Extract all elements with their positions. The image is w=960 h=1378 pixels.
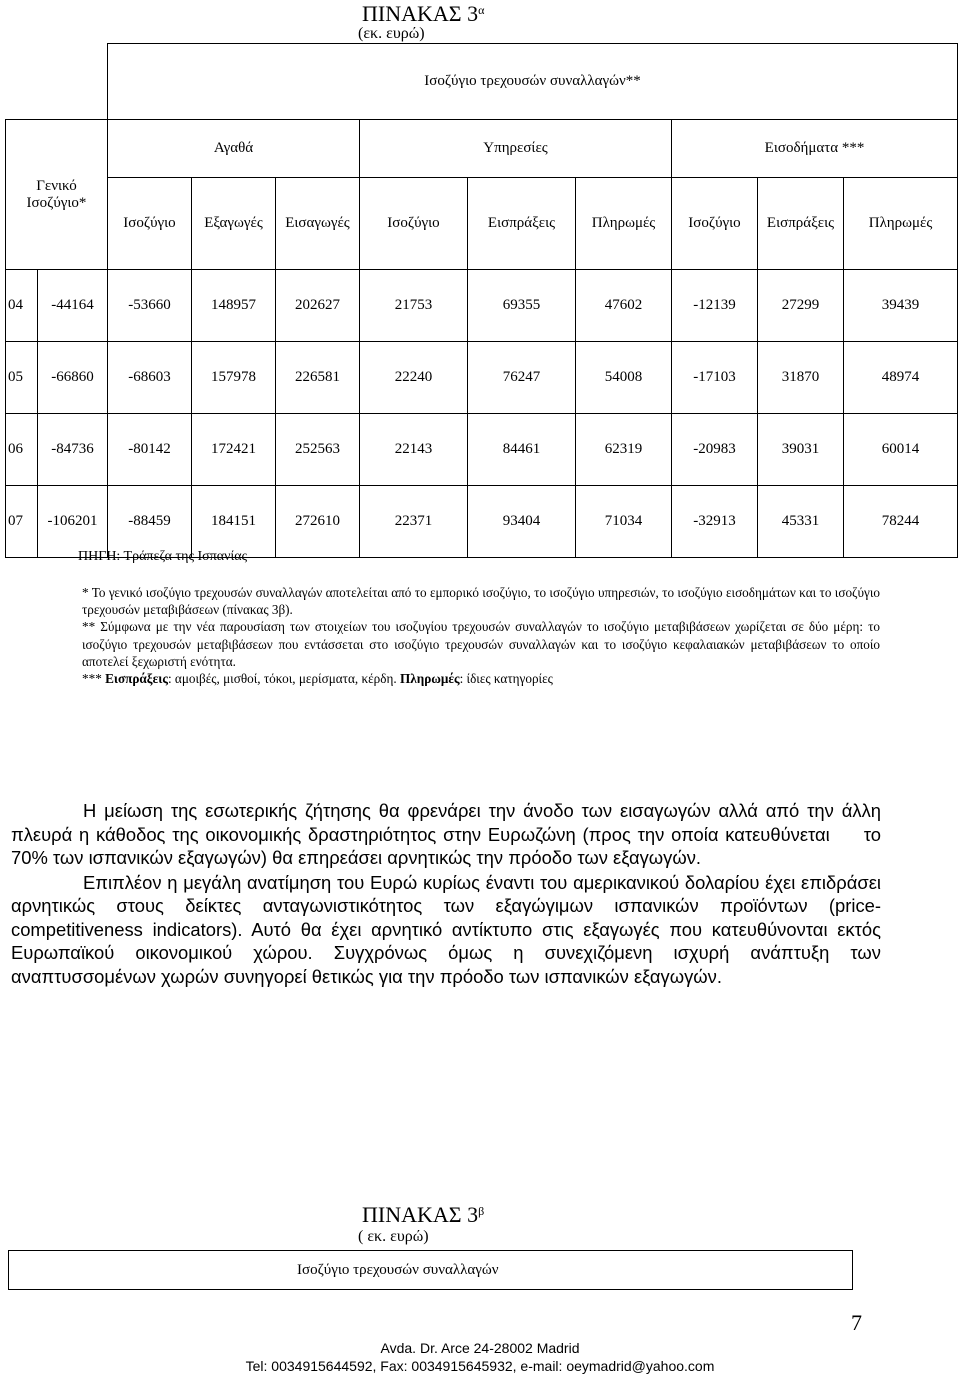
- header-goods: Αγαθά: [108, 120, 360, 178]
- table-source: ΠΗΓΗ: Τράπεζα της Ισπανίας: [78, 549, 248, 564]
- table-cell: 84461: [468, 414, 576, 486]
- table-cell: 148957: [192, 270, 276, 342]
- table-cell: 45331: [758, 486, 844, 558]
- table-cell: 21753: [360, 270, 468, 342]
- table-cell: 226581: [276, 342, 360, 414]
- col-payments-services: Πληρωμές: [576, 178, 672, 270]
- table-cell: -80142: [108, 414, 192, 486]
- table-b-title: ΠΙΝΑΚΑΣ $3^\beta$: [362, 1202, 485, 1227]
- table-cell: 272610: [276, 486, 360, 558]
- col-balance-services: Ισοζύγιο: [360, 178, 468, 270]
- footnote-1: * Το γενικό ισοζύγιο τρεχουσών συναλλαγών αποτελείται από το εμπορικό ισοζύγιο, το ισοζύγιο υπηρεσιών, το ισοζύγιο εισοδημάτων και το ισοζύγιο τρεχουσών μεταβιβάσεων (πίνακας 3β).: [82, 585, 880, 618]
- paragraph-2: Επιπλέον η μεγάλη ανατίμηση του Ευρώ κυρίως έναντι του αμερικανικού δολαρίου έχει επιδράσει αρνητικώς στους δείκτες ανταγωνιστικότητος των εξαγώγιμων ισπανικών προϊόντων (price-competitiveness indicators). Αυτό θα έχει αρνητικό αντίκτυπο στις εξαγωγές που κατευθύνονται εκτός Ευρωπαϊκού οικονομικού χώρου. Συγχρόνως όμως η συνεχιζόμενη ισχυρή ανάπτυξη των αναπτυσσομένων χωρών συνηγορεί θετικώς για την πρόοδο των ισπανικών εξαγωγών.: [11, 871, 881, 987]
- table-cell: 31870: [758, 342, 844, 414]
- header-services: Υπηρεσίες: [360, 120, 672, 178]
- col-imports: Εισαγωγές: [276, 178, 360, 270]
- col-receipts-services: Εισπράξεις: [468, 178, 576, 270]
- header-income: Εισοδήματα ***: [672, 120, 958, 178]
- table-b-title-sup: β: [478, 1204, 485, 1218]
- page-number: 7: [851, 1310, 862, 1335]
- table-b-header: Ισοζύγιο τρεχουσών συναλλαγών: [297, 1262, 499, 1278]
- table-a-title: ΠΙΝΑΚΑΣ $3^\alpha$: [362, 1, 485, 26]
- paragraph-1: Η μείωση της εσωτερικής ζήτησης θα φρενάρει την άνοδο των εισαγωγών αλλά από την άλλη πλευρά η κάθοδος της οικονομικής δραστηριότητος στην Ευρωζώνη (προς την οποία κατευθύνεται το 70% των ισπανικών εξαγωγών) θα επηρεάσει αρνητικώς την πρόοδο των εξαγωγών.: [11, 800, 881, 868]
- table-cell: 39031: [758, 414, 844, 486]
- table-cell: -20983: [672, 414, 758, 486]
- table-3a: [5, 43, 958, 558]
- table-cell: -12139: [672, 270, 758, 342]
- table-cell: 27299: [758, 270, 844, 342]
- footnote-receipts-label: Εισπράξεις: [105, 671, 168, 687]
- table-cell: 69355: [468, 270, 576, 342]
- table-cell: 22371: [360, 486, 468, 558]
- table-cell: -66860: [38, 342, 108, 414]
- table-a-unit: (εκ. ευρώ): [358, 25, 425, 42]
- table-cell: -84736: [38, 414, 108, 486]
- footnote-3: *** Εισπράξεις: αμοιβές, μισθοί, τόκοι, μερίσματα, κέρδη. Πληρωμές: ίδιες κατηγορίες: [82, 671, 553, 687]
- footnote-payments-label: Πληρωμές: [399, 671, 460, 687]
- table-cell: 172421: [192, 414, 276, 486]
- table-cell: 60014: [844, 414, 958, 486]
- table-cell: 22240: [360, 342, 468, 414]
- col-exports: Εξαγωγές: [192, 178, 276, 270]
- table-cell: -53660: [108, 270, 192, 342]
- table-cell: 78244: [844, 486, 958, 558]
- table-cell: 71034: [576, 486, 672, 558]
- footer-address: Avda. Dr. Arce 24-28002 Madrid: [380, 1340, 580, 1356]
- header-general-balance: Γενικό Ισοζύγιο*: [6, 120, 108, 270]
- table-cell: -106201: [38, 486, 108, 558]
- table-cell: 05: [6, 342, 38, 414]
- table-cell: 22143: [360, 414, 468, 486]
- table-cell: 06: [6, 414, 38, 486]
- table-cell: -44164: [38, 270, 108, 342]
- header-current-account: Ισοζύγιο τρεχουσών συναλλαγών**: [108, 44, 958, 120]
- table-cell: 54008: [576, 342, 672, 414]
- table-cell: 157978: [192, 342, 276, 414]
- table-cell: 07: [6, 486, 38, 558]
- table-cell: 76247: [468, 342, 576, 414]
- table-b-unit: ( εκ. ευρώ): [358, 1228, 429, 1245]
- table-cell: 202627: [276, 270, 360, 342]
- table-cell: 48974: [844, 342, 958, 414]
- table-cell: 47602: [576, 270, 672, 342]
- body-text: [11, 799, 881, 989]
- table-cell: -17103: [672, 342, 758, 414]
- table-row: [6, 342, 958, 414]
- table-row: [6, 270, 958, 342]
- col-balance-income: Ισοζύγιο: [672, 178, 758, 270]
- table-cell: 252563: [276, 414, 360, 486]
- col-balance-goods: Ισοζύγιο: [108, 178, 192, 270]
- col-receipts-income: Εισπράξεις: [758, 178, 844, 270]
- table-row: [6, 414, 958, 486]
- footnotes: [10, 584, 880, 687]
- table-cell: -88459: [108, 486, 192, 558]
- table-cell: 184151: [192, 486, 276, 558]
- table-cell: -68603: [108, 342, 192, 414]
- table-cell: -32913: [672, 486, 758, 558]
- table-cell: 39439: [844, 270, 958, 342]
- footnote-2: ** Σύμφωνα με την νέα παρουσίαση των στοιχείων του ισοζυγίου τρεχουσών συναλλαγών το ισοζύγιο μεταβιβάσεων χωρίζεται σε δύο μέρη: το ισοζύγιο τρεχουσών μεταβιβάσεων που εντάσσεται στο ισοζύγιο τρεχουσών συναλλαγών και το ισοζύγιο κεφαλαιακών μεταβιβάσεων το οποίο αποτελεί ξεχωριστή ενότητα.: [82, 619, 880, 669]
- footer-contact: Tel: 0034915644592, Fax: 0034915645932, e-mail: oeymadrid@yahoo.com: [245, 1358, 715, 1374]
- table-cell: 93404: [468, 486, 576, 558]
- table-cell: 62319: [576, 414, 672, 486]
- table-a-title-sup: α: [478, 3, 485, 17]
- col-payments-income: Πληρωμές: [844, 178, 958, 270]
- table-row: [6, 486, 958, 558]
- table-corner-blank: [6, 44, 108, 120]
- table-cell: 04: [6, 270, 38, 342]
